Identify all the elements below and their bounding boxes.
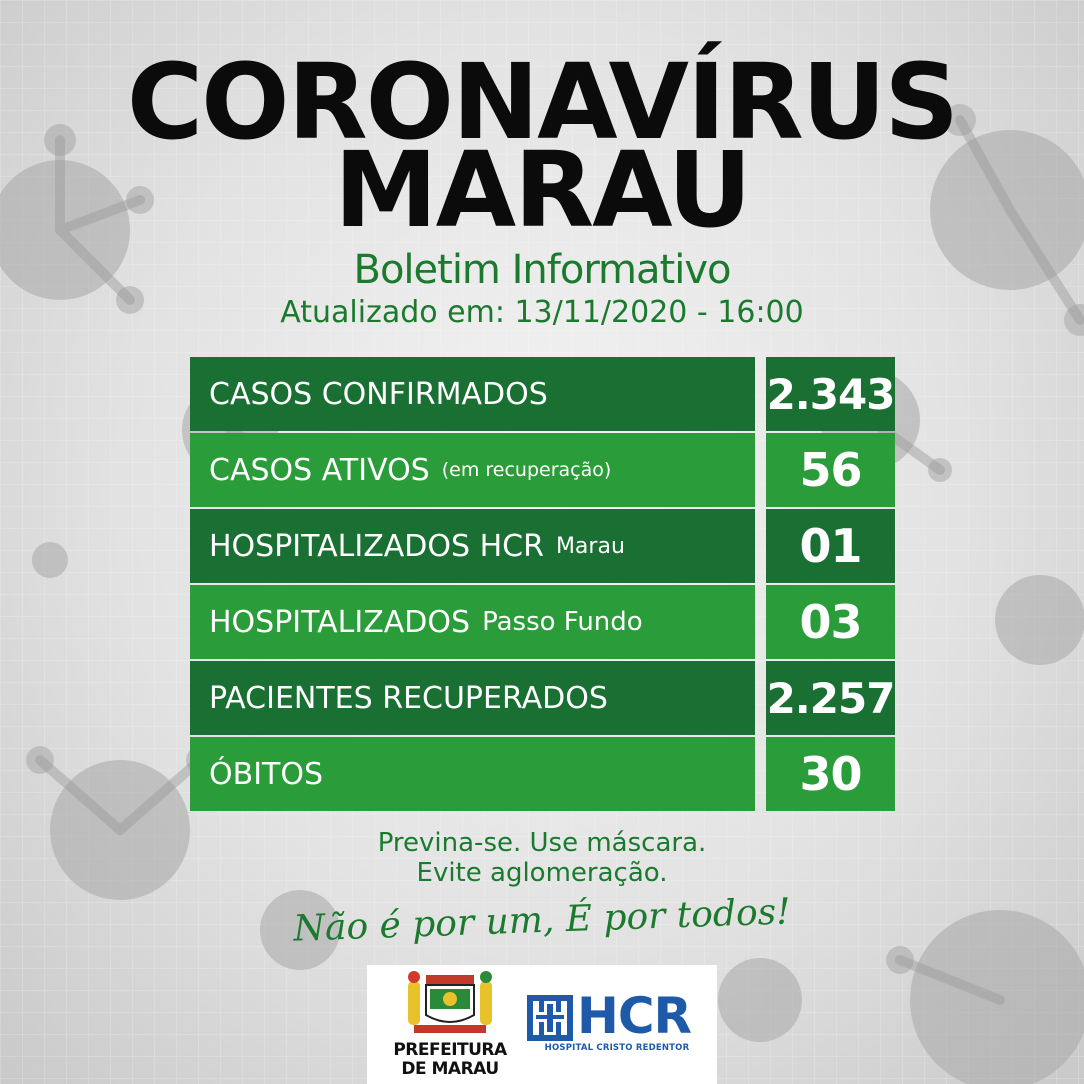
- stats-row-recovered: [190, 661, 895, 737]
- stats-row-hospitalized-passo-fundo: [190, 585, 895, 661]
- stats-value: 01: [766, 509, 895, 583]
- stats-label-main: ÓBITOS: [209, 756, 324, 792]
- stats-label: [190, 357, 755, 431]
- stats-value: 03: [766, 585, 895, 659]
- stats-label-main: HOSPITALIZADOS HCR: [209, 528, 544, 564]
- prevention-message-1: Previna-se. Use máscara.: [377, 828, 707, 858]
- stats-row-hospitalized-hcr: [190, 509, 895, 585]
- stats-label-sub: Marau: [555, 533, 625, 559]
- prevention-message-2: Evite aglomeração.: [416, 858, 668, 888]
- slogan: Não é por um, É por todos!: [292, 891, 792, 950]
- stats-label: [190, 737, 755, 811]
- stats-row-active: [190, 433, 895, 509]
- stats-value: 30: [766, 737, 895, 811]
- prefeitura-label-1: PREFEITURA: [393, 1040, 507, 1060]
- update-timestamp: Atualizado em: 13/11/2020 - 16:00: [280, 295, 804, 330]
- stats-value: 2.343: [766, 357, 895, 431]
- stats-label: [190, 661, 755, 735]
- stats-label: [190, 585, 755, 659]
- hcr-logo: [525, 987, 710, 1055]
- sponsor-logos: [367, 965, 717, 1084]
- hcr-cross-icon: [527, 995, 573, 1041]
- stats-label-main: CASOS ATIVOS: [209, 452, 430, 488]
- stats-value: 2.257: [766, 661, 895, 735]
- stats-label-main: HOSPITALIZADOS: [209, 604, 471, 640]
- coat-of-arms-icon: [400, 967, 500, 1039]
- stats-table: [190, 357, 895, 809]
- hcr-name: HCR: [577, 987, 692, 1045]
- stats-value: 56: [766, 433, 895, 507]
- title-line-1: CORONAVÍRUS: [126, 41, 958, 163]
- stats-label-sub: Passo Fundo: [482, 607, 643, 637]
- stats-row-deaths: [190, 737, 895, 813]
- title-line-2: MARAU: [334, 129, 750, 251]
- stats-label-main: CASOS CONFIRMADOS: [209, 376, 548, 412]
- stats-row-confirmed: [190, 357, 895, 433]
- hcr-full-name: HOSPITAL CRISTO REDENTOR: [544, 1043, 690, 1053]
- prefeitura-label-2: DE MARAU: [401, 1059, 499, 1079]
- stats-label-main: PACIENTES RECUPERADOS: [209, 680, 608, 716]
- prefeitura-logo: [379, 967, 509, 1083]
- stats-label: [190, 509, 755, 583]
- stats-label: [190, 433, 755, 507]
- stats-label-sub: (em recuperação): [441, 459, 612, 481]
- bulletin-subtitle: Boletim Informativo: [353, 247, 731, 293]
